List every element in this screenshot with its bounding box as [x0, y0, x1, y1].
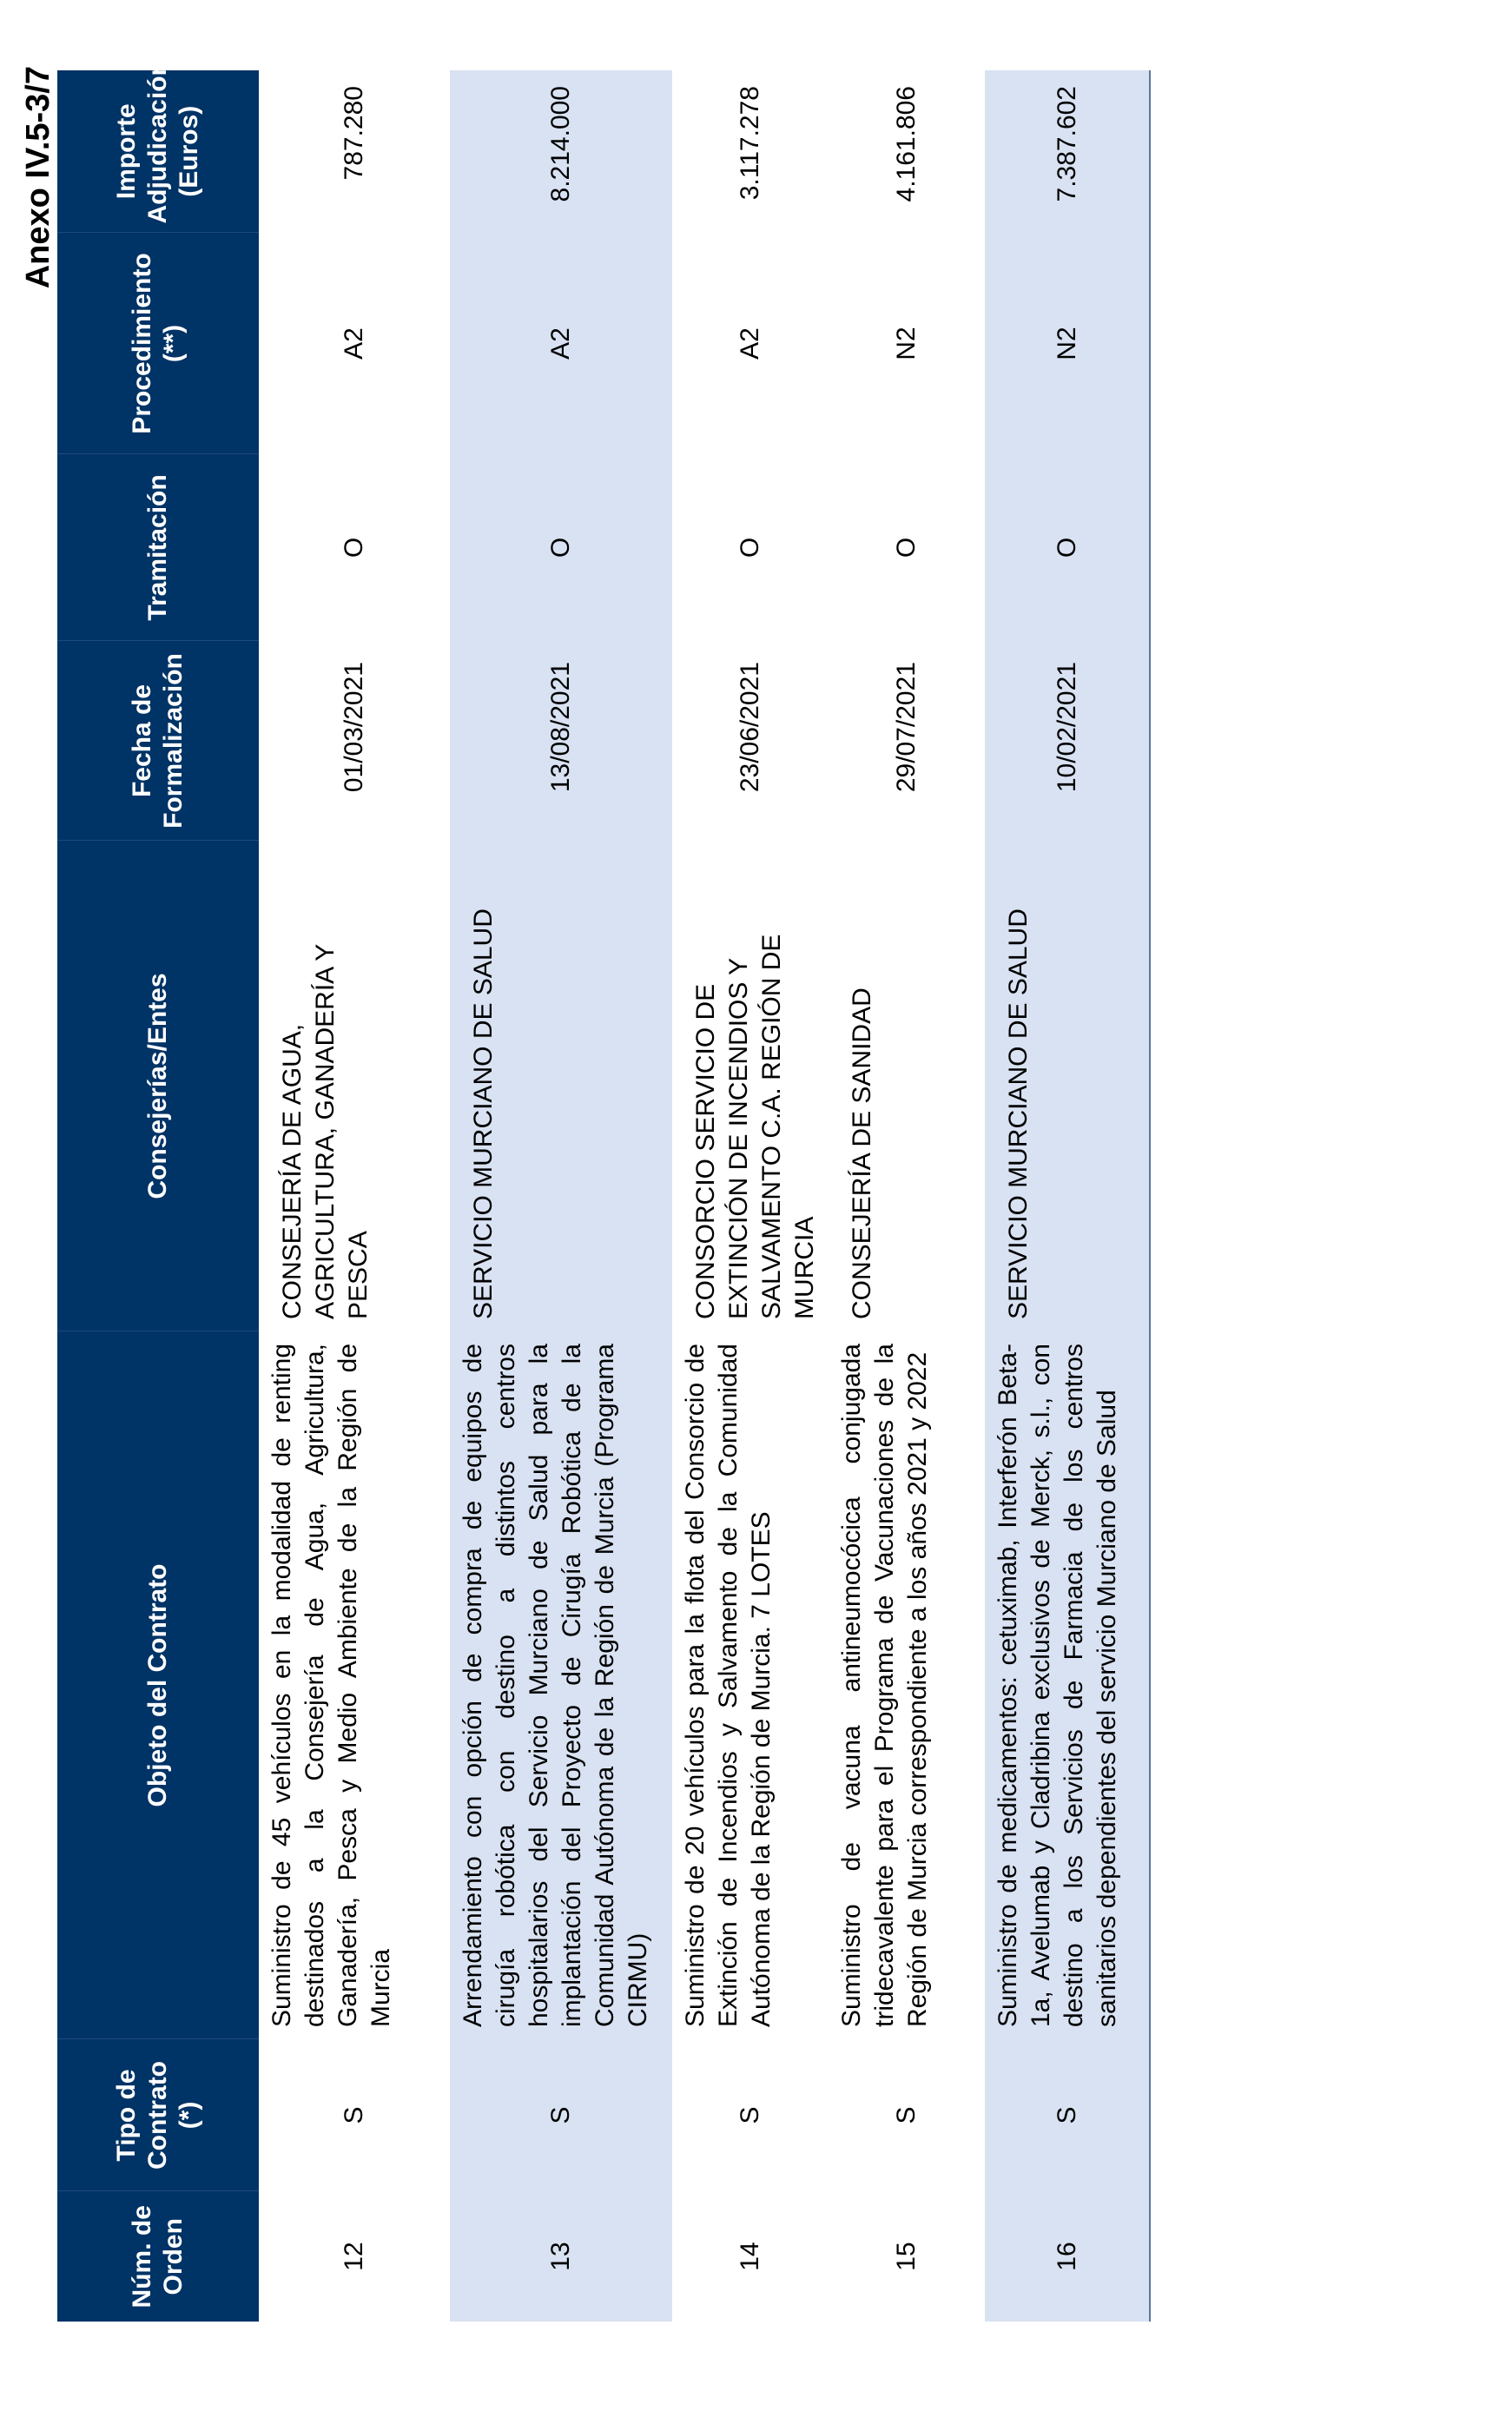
cell-consejeria: CONSORCIO SERVICIO DE EXTINCIÓN DE INCENDIOS Y SALVAMENTO C.A. REGIÓN DE MURCIA	[672, 841, 829, 1331]
cell-tipo: S	[829, 2039, 985, 2191]
cell-num: 14	[672, 2191, 829, 2322]
header-fecha: Fecha de Formalización	[57, 641, 259, 841]
cell-importe: 7.387.602	[985, 70, 1150, 233]
cell-num: 15	[829, 2191, 985, 2322]
cell-procedimiento: A2	[450, 233, 672, 454]
header-procedimiento: Procedimiento (**)	[57, 233, 259, 454]
header-objeto: Objeto del Contrato	[57, 1331, 259, 2039]
cell-importe: 787.280	[259, 70, 450, 233]
cell-tramitacion: O	[259, 454, 450, 641]
cell-importe: 3.117.278	[672, 70, 829, 233]
annex-title: Anexo IV.5-3/7	[20, 66, 56, 289]
cell-tramitacion: O	[829, 454, 985, 641]
cell-objeto: Suministro de 20 vehículos para la flota del Consorcio de Extinción de Incendios y Salvamento de la Comunidad Autónoma de la Región de Murcia. 7 LOTES	[672, 1331, 829, 2039]
cell-consejeria: CONSEJERÍA DE SANIDAD	[829, 841, 985, 1331]
header-num-orden: Núm. de Orden	[57, 2191, 259, 2322]
cell-consejeria: SERVICIO MURCIANO DE SALUD	[985, 841, 1150, 1331]
header-tipo-contrato: Tipo de Contrato (*)	[57, 2039, 259, 2191]
header-tramitacion: Tramitación	[57, 454, 259, 641]
cell-importe: 8.214.000	[450, 70, 672, 233]
table-row	[985, 70, 1150, 2322]
cell-tipo: S	[985, 2039, 1150, 2191]
cell-tipo: S	[672, 2039, 829, 2191]
cell-tipo: S	[450, 2039, 672, 2191]
cell-fecha: 01/03/2021	[259, 641, 450, 841]
cell-tramitacion: O	[985, 454, 1150, 641]
cell-importe: 4.161.806	[829, 70, 985, 233]
cell-procedimiento: N2	[985, 233, 1150, 454]
cell-consejeria: CONSEJERÍA DE AGUA, AGRICULTURA, GANADERÍA Y PESCA	[259, 841, 450, 1331]
cell-num: 16	[985, 2191, 1150, 2322]
table-header-row	[57, 70, 259, 2322]
cell-procedimiento: A2	[259, 233, 450, 454]
cell-fecha: 23/06/2021	[672, 641, 829, 841]
cell-fecha: 29/07/2021	[829, 641, 985, 841]
cell-tramitacion: O	[672, 454, 829, 641]
table-row	[829, 70, 985, 2322]
table-row	[259, 70, 450, 2322]
cell-num: 12	[259, 2191, 450, 2322]
cell-objeto: Suministro de vacuna antineumocócica conjugada tridecavalente para el Programa de Vacunaciones de la Región de Murcia correspondiente a los años 2021 y 2022	[829, 1331, 985, 2039]
cell-tramitacion: O	[450, 454, 672, 641]
cell-fecha: 13/08/2021	[450, 641, 672, 841]
table-row	[450, 70, 672, 2322]
table-row	[672, 70, 829, 2322]
cell-objeto: Suministro de medicamentos: cetuximab, Interferón Beta-1a, Avelumab y Cladribina exclusivos de Merck, s.l., con destino a los Servicios de Farmacia de los centros sanitarios dependientes del servicio Murciano de Salud	[985, 1331, 1150, 2039]
header-consejerias: Consejerías/Entes	[57, 841, 259, 1331]
cell-procedimiento: A2	[672, 233, 829, 454]
cell-objeto: Suministro de 45 vehículos en la modalidad de renting destinados a la Consejería de Agua, Agricultura, Ganadería, Pesca y Medio Ambiente de la Región de Murcia	[259, 1331, 450, 2039]
cell-fecha: 10/02/2021	[985, 641, 1150, 841]
cell-num: 13	[450, 2191, 672, 2322]
header-importe: Importe Adjudicación (Euros)	[57, 70, 259, 233]
cell-consejeria: SERVICIO MURCIANO DE SALUD	[450, 841, 672, 1331]
cell-procedimiento: N2	[829, 233, 985, 454]
cell-objeto: Arrendamiento con opción de compra de equipos de cirugía robótica con destino a distintos centros hospitalarios del Servicio Murciano de Salud para la implantación del Proyecto de Cirugía Robótica de la Comunidad Autónoma de la Región de Murcia (Programa CIRMU)	[450, 1331, 672, 2039]
cell-tipo: S	[259, 2039, 450, 2191]
contracts-table	[57, 60, 1151, 2322]
